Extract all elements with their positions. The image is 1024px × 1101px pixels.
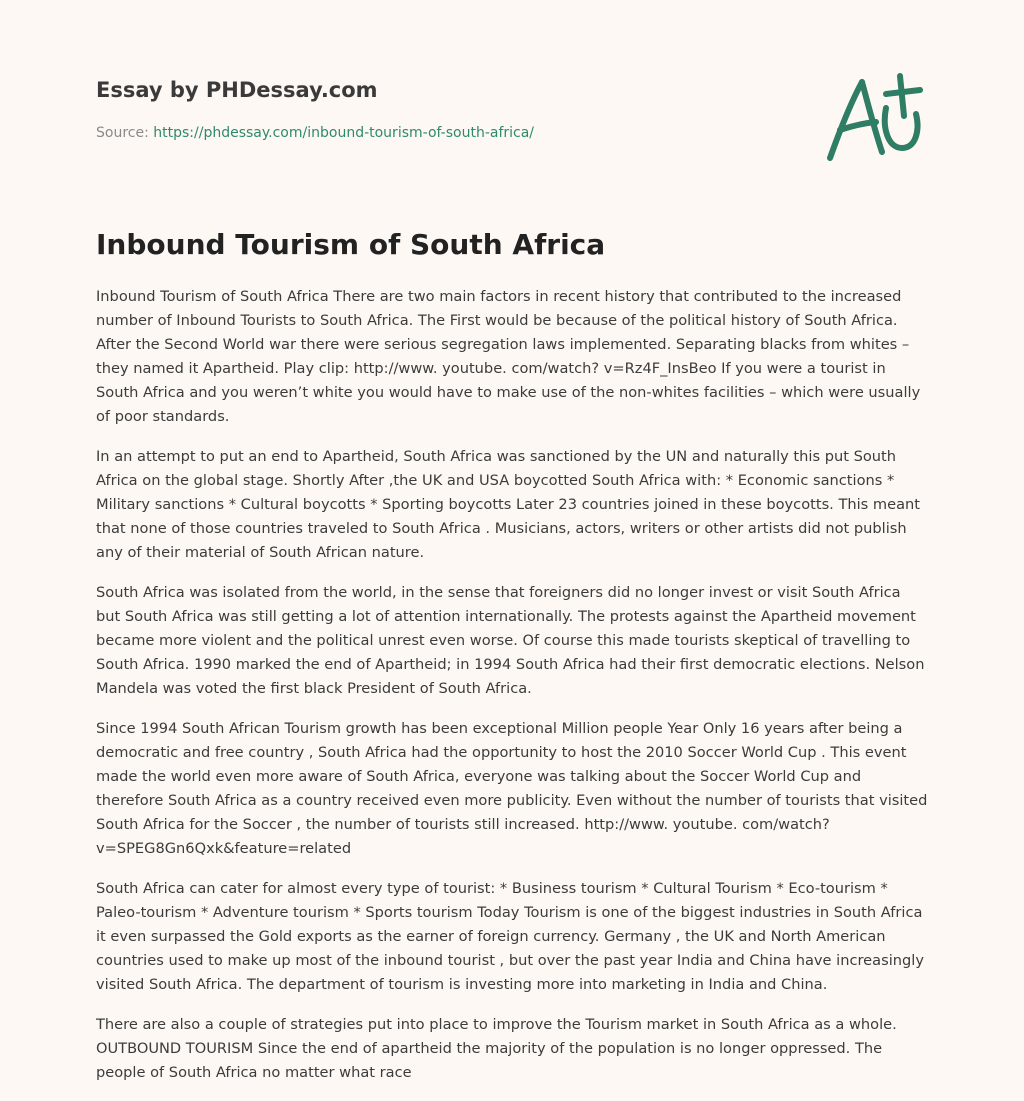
- site-title: Essay by PHDessay.com: [96, 78, 378, 102]
- source-link[interactable]: https://phdessay.com/inbound-tourism-of-south-africa/: [153, 125, 535, 141]
- page-header: [96, 0, 928, 200]
- a-plus-logo-icon: [824, 68, 924, 164]
- essay-paragraph: Inbound Tourism of South Africa There are two main factors in recent history that contributed to the increased number of Inbound Tourists to South Africa. The First would be because of the political history of South Africa. After the Second World war there were serious segregation laws implemented. Separating blacks from whites – they named it Apartheid. Play clip: http://www. youtube. com/watch? v=Rz4F_InsBeo If you were a tourist in South Africa and you weren’t white you would have to make use of the non-whites facilities – which were usually of poor standards.: [96, 288, 921, 425]
- essay-body: [96, 285, 928, 1101]
- essay-paragraph: There are also a couple of strategies put into place to improve the Tourism market in South Africa as a whole. OUTBOUND TOURISM Since the end of apartheid the majority of the population is no longer oppressed. The people of South Africa no matter what race: [96, 1016, 897, 1081]
- essay-paragraph: South Africa can cater for almost every type of tourist: * Business tourism * Cultural Tourism * Eco-tourism * Paleo-tourism * Adventure tourism * Sports tourism Today Tourism is one of the biggest industries in South Africa it even surpassed the Gold exports as the earner of foreign currency. Germany , the UK and North American countries used to make up most of the inbound tourist , but over the past year India and China have increasingly visited South Africa. The department of tourism is investing more into marketing in India and China.: [96, 880, 924, 993]
- essay-paragraph: South Africa was isolated from the world, in the sense that foreigners did no longer invest or visit South Africa but South Africa was still getting a lot of attention internationally. The protests against the Apartheid movement became more violent and the political unrest even worse. Of course this made tourists skeptical of travelling to South Africa. 1990 marked the end of Apartheid; in 1994 South Africa had their first democratic elections. Nelson Mandela was voted the first black President of South Africa.: [96, 584, 925, 697]
- essay-page: [96, 0, 928, 1081]
- source-line: [96, 125, 534, 141]
- source-label: Source:: [96, 125, 149, 141]
- essay-paragraph: In an attempt to put an end to Apartheid, South Africa was sanctioned by the UN and naturally this put South Africa on the global stage. Shortly After ,the UK and USA boycotted South Africa with: * Economic sanctions * Military sanctions * Cultural boycotts * Sporting boycotts Later 23 countries joined in these boycotts. This meant that none of those countries traveled to South Africa . Musicians, actors, writers or other artists did not publish any of their material of South African nature.: [96, 448, 921, 561]
- essay-paragraph: Since 1994 South African Tourism growth has been exceptional Million people Year Only 16 years after being a democratic and free country , South Africa had the opportunity to host the 2010 Soccer World Cup . This event made the world even more aware of South Africa, everyone was talking about the Soccer World Cup and therefore South Africa as a country received even more publicity. Even without the number of tourists that visited South Africa for the Soccer , the number of tourists still increased. http://www. youtube. com/watch? v=SPEG8Gn6Qxk&feature=related: [96, 720, 928, 857]
- essay-title: Inbound Tourism of South Africa: [96, 228, 606, 261]
